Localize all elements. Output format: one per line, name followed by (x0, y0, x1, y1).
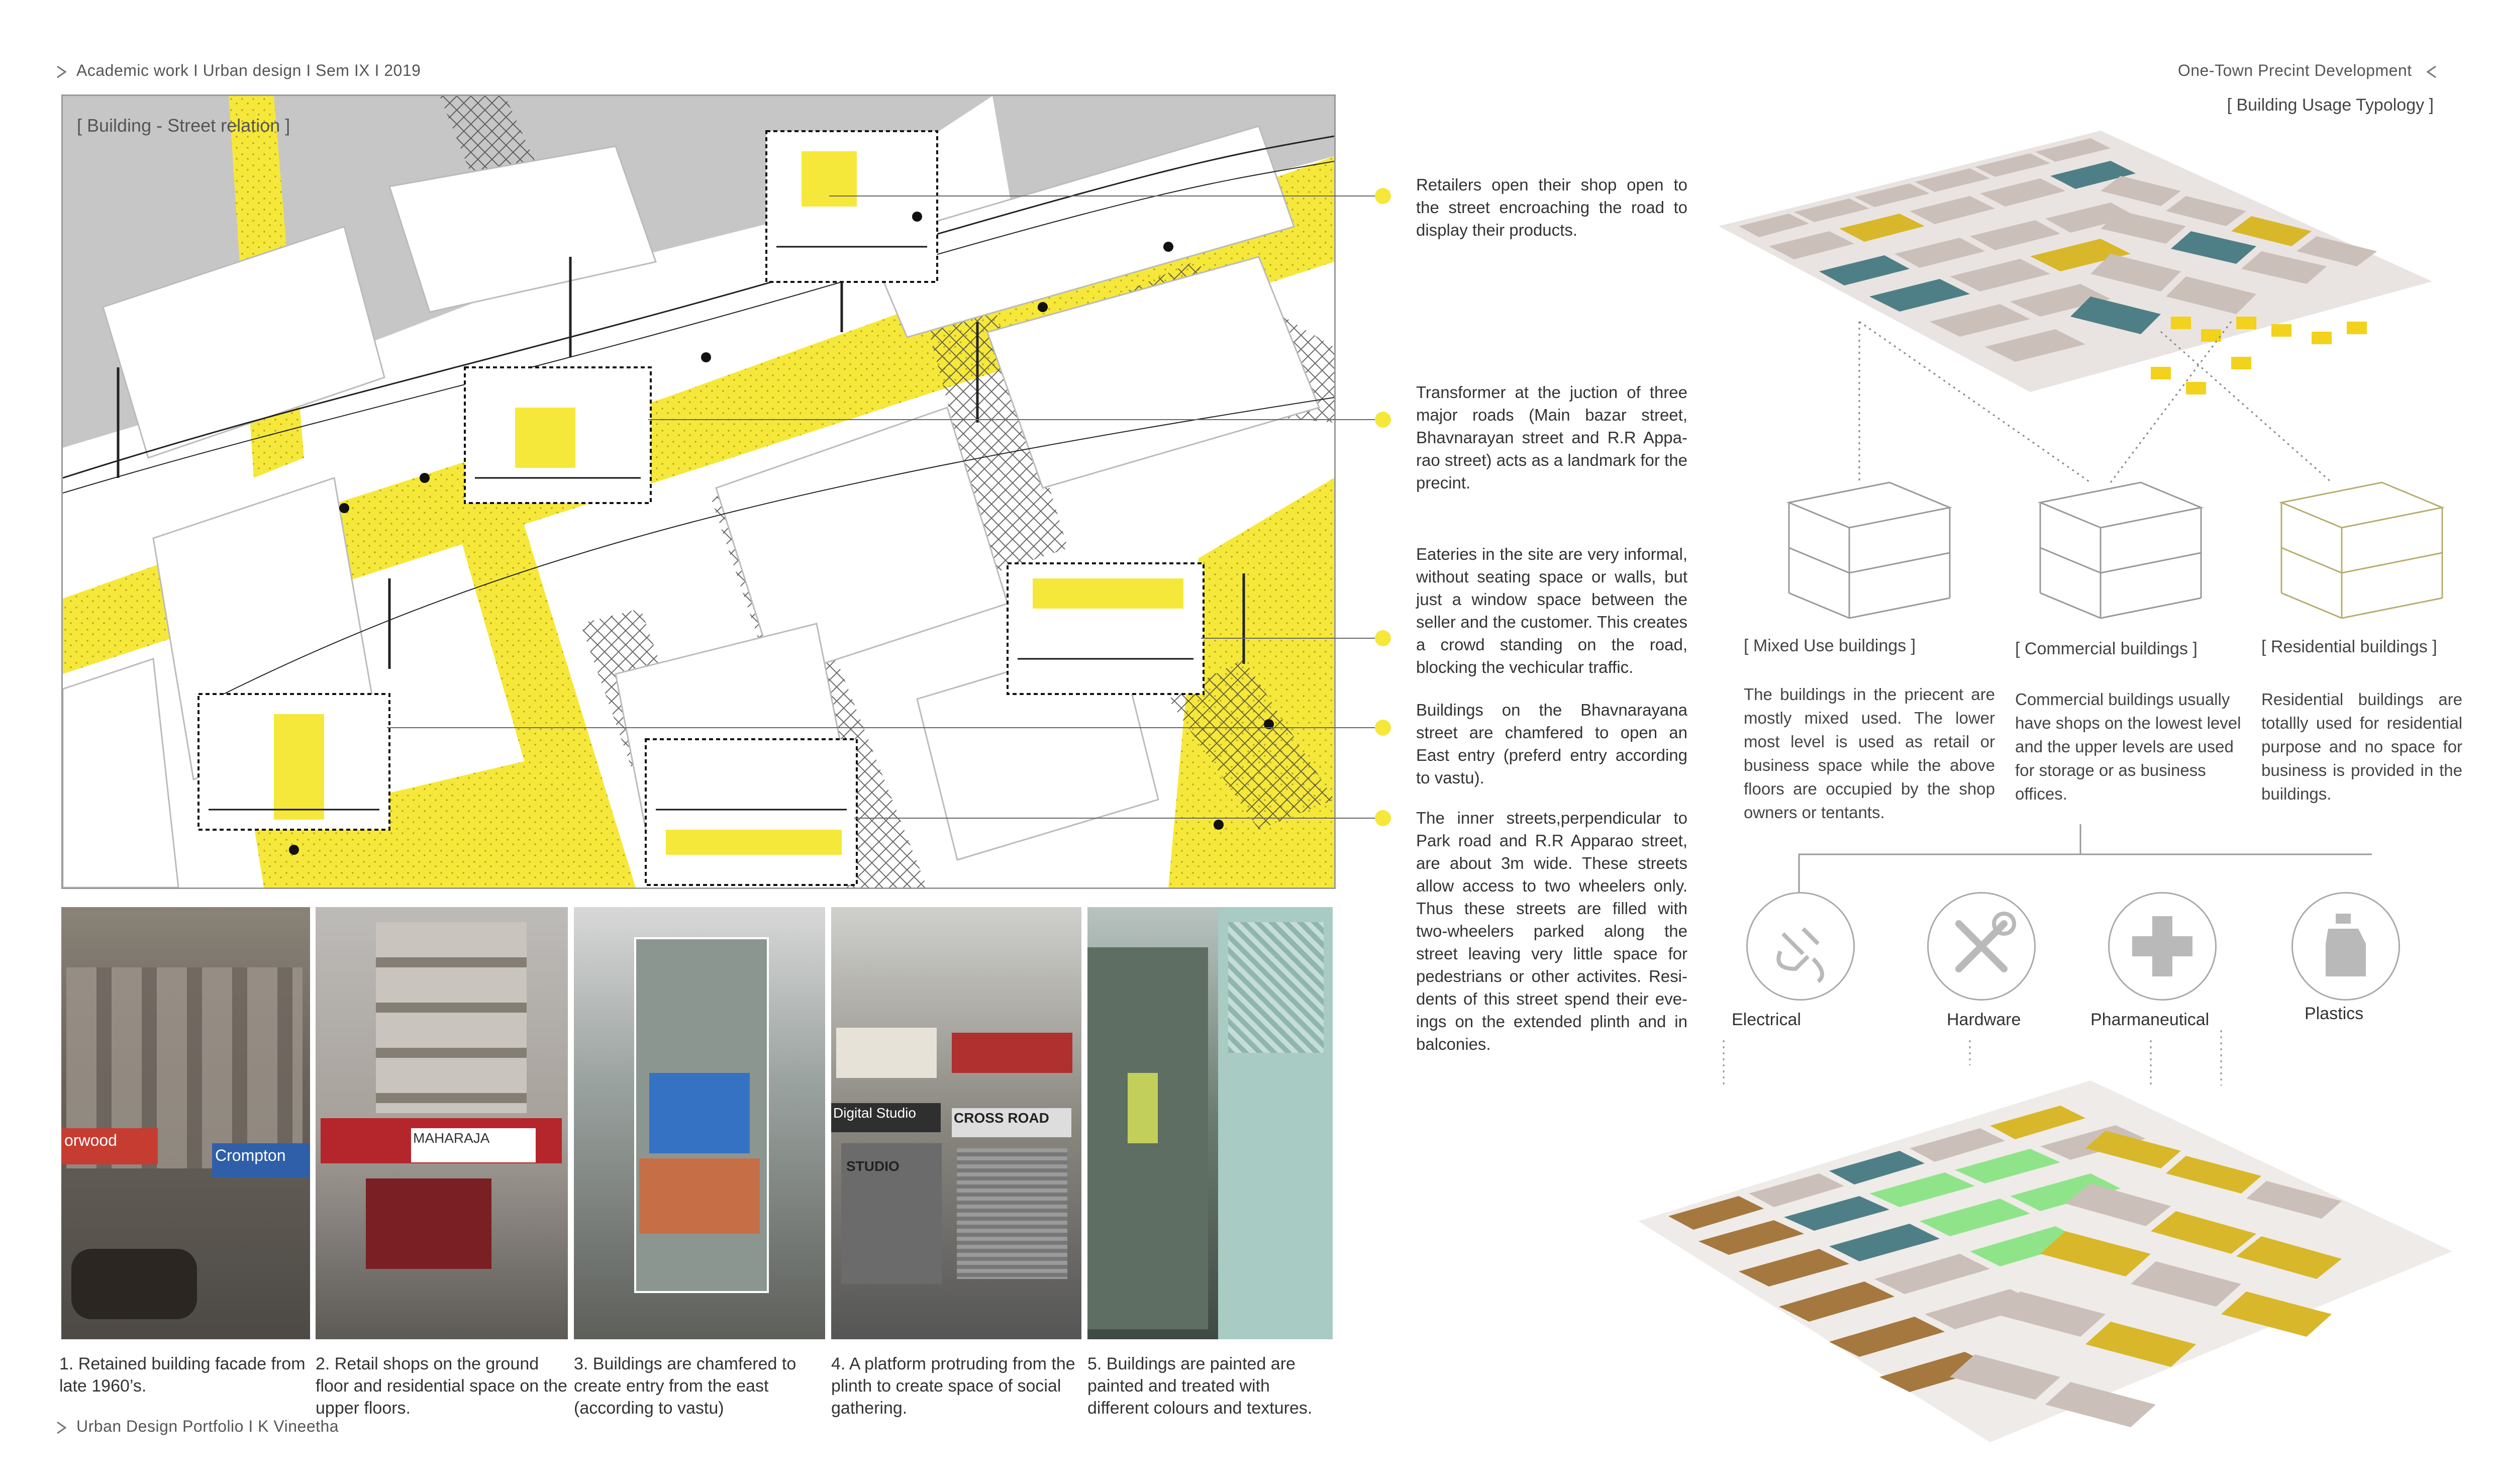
header-right-text: One-Town Precint Development (2177, 61, 2412, 79)
header-left-text: Academic work I Urban design I Sem IX I 2019 (76, 61, 421, 79)
residential-label: [ Residential buildings ] (2261, 637, 2437, 656)
map-title: [ Building - Street relation ] (77, 115, 290, 136)
photo-1-caption: 1. Retained building facade from late 1960’s. (59, 1354, 306, 1396)
cross-icon (2110, 894, 2215, 999)
photo-3-caption: 3. Buildings are chamfered to create entry from the east (according to vastu) (574, 1354, 796, 1418)
photo-3 (574, 907, 825, 1339)
photo-1-sign-2: Crompton (212, 1143, 310, 1177)
plastics-label: Plastics (2302, 1004, 2366, 1024)
hardware-label: Hardware (1944, 1010, 2024, 1030)
bottom-usage-map (1638, 1080, 2452, 1442)
tools-icon (1929, 894, 2034, 999)
mixed-use-desc: The buildings in the priecent are mostly mixed used. The lower most level is used as retail or business space while the above floors are occupied by the shop owners or tentants. (1744, 685, 1995, 822)
photo-4-sign-2: CROSS ROAD (952, 1108, 1071, 1137)
building-typology-drawings (1779, 472, 2492, 623)
photo-5-caption: 5. Buildings are painted are painted and treated with different colours and textures. (1087, 1354, 1313, 1418)
photo-2 (316, 907, 568, 1339)
annotation-5: The inner streets,perpendicular to Park road and R.R Apparao street, are about 3m wide. These streets allow access to two wheelers only. Thus these streets are filled with two-wheelers parked along the street leaving very little space for pedestrians or other activites. Resi-dents of this street spend their eve-ings on the extended plinth and in balconies. (1416, 809, 1687, 1053)
residential-desc: Residential buildings are totallly used for residential purpose and no space for business is provided in the buildings. (2261, 690, 2462, 803)
typology-title: [ Building Usage Typology ] (2227, 95, 2434, 115)
footer-text: Urban Design Portfolio I K Vineetha (76, 1417, 339, 1435)
pharmaceutical-circle (2108, 892, 2217, 1001)
photo-1-sign-1: orwood (61, 1128, 158, 1164)
electrical-circle (1746, 892, 1855, 1001)
commercial-label: [ Commercial buildings ] (2015, 639, 2198, 658)
photo-5 (1087, 907, 1333, 1339)
hardware-circle (1927, 892, 2036, 1001)
photo-4 (831, 907, 1081, 1339)
photo-4-caption: 4. A platform protruding from the plinth to create space of social gathering. (831, 1354, 1075, 1418)
annotation-4: Buildings on the Bhavnarayana street are chamfered to open an East entry (preferd entry according to vastu). (1416, 701, 1687, 787)
photo-2-caption: 2. Retail shops on the ground floor and residential space on the upper floors. (316, 1354, 567, 1418)
photo-1 (61, 907, 310, 1339)
bottle-icon (2293, 894, 2399, 999)
mixed-use-label: [ Mixed Use buildings ] (1744, 636, 1916, 655)
electrical-label: Electrical (1729, 1010, 1804, 1030)
photo-2-sign-1: MAHARAJA (411, 1128, 536, 1162)
annotation-1: Retailers open their shop open to the street encroaching the road to display their products. (1416, 175, 1687, 239)
commercial-desc: Commercial buildings usually have shops on the lowest level and the upper levels are used for storage or as business offices. (2015, 690, 2241, 803)
plastics-circle (2291, 892, 2400, 1001)
pharmaceutical-label: Pharmaneutical (2087, 1010, 2212, 1030)
photo-4-sign-3: STUDIO (846, 1158, 900, 1174)
annotation-3: Eateries in the site are very informal, without seating space or walls, but just a window space between the seller and the customer. This creates a crowd standing on the road, blocking the vechicular traffic. (1416, 545, 1687, 676)
photo-4-sign-1: Digital Studio (831, 1103, 941, 1132)
annotation-2: Transformer at the juction of three major roads (Main bazar street, Bhavnarayan street and R.R Appa-rao street) acts as a landmark for the precint. (1416, 383, 1687, 492)
plug-icon (1748, 894, 1853, 999)
